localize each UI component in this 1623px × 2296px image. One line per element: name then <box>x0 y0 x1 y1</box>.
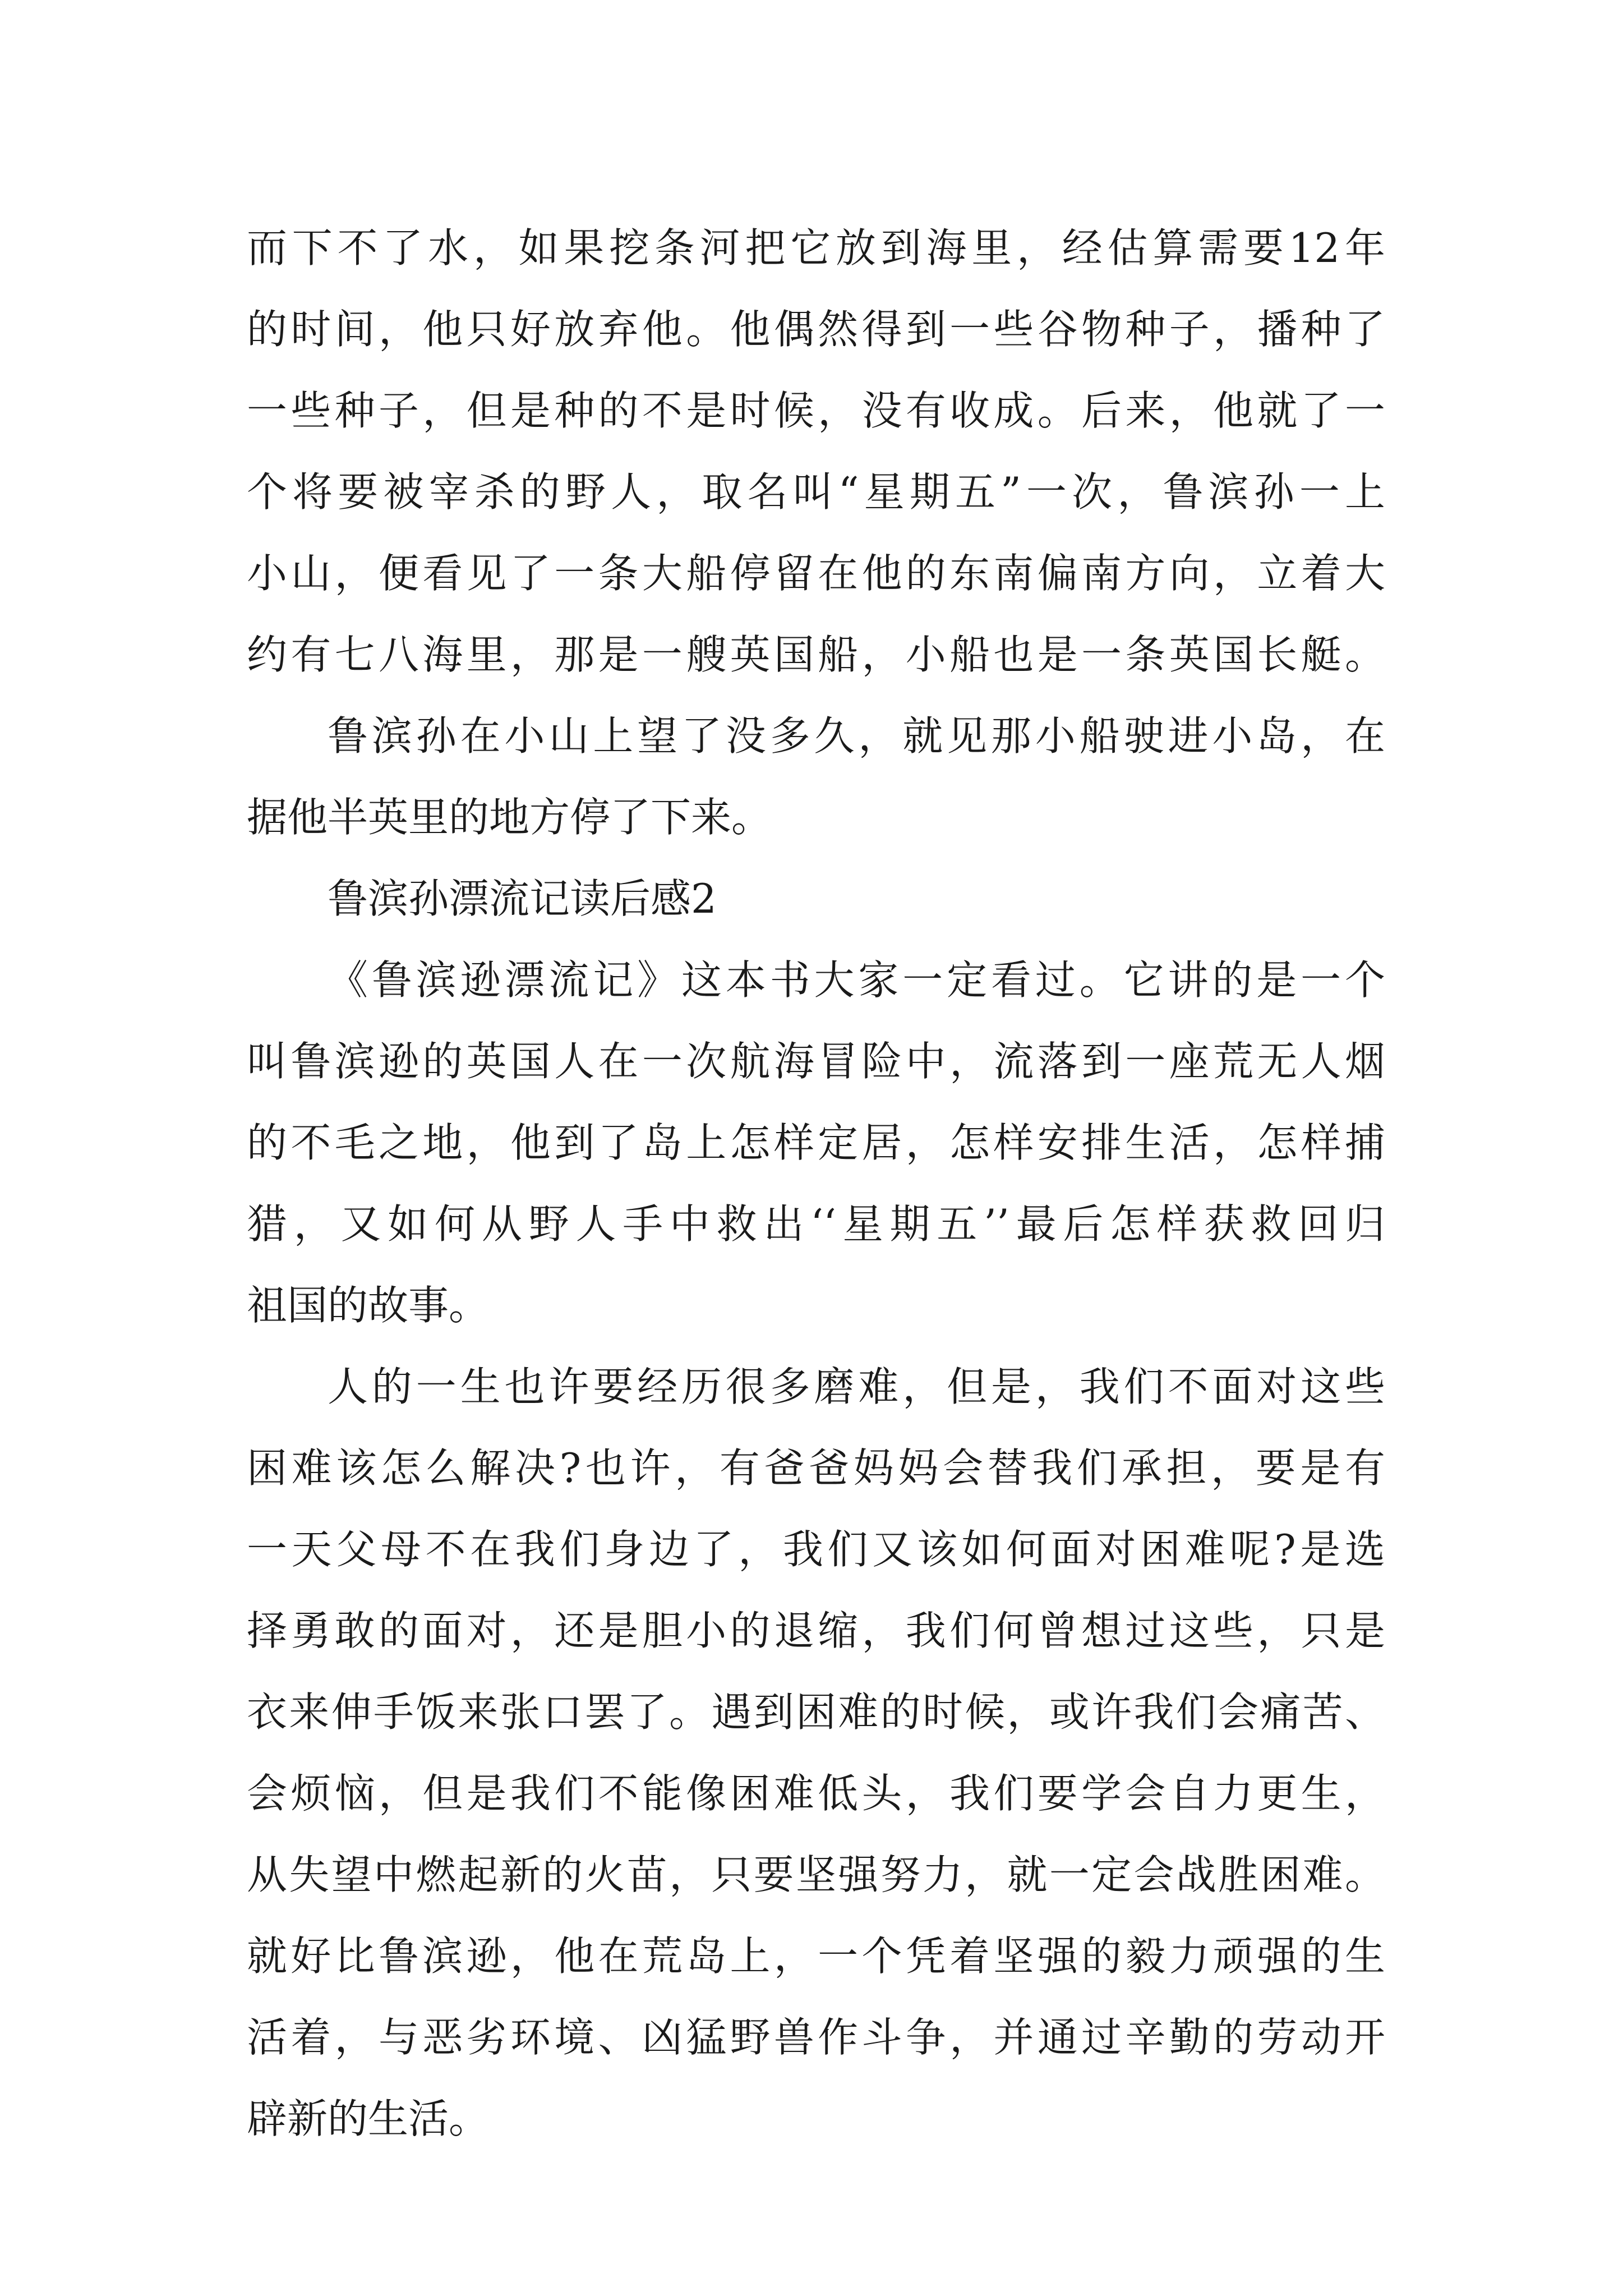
text-line: 叫鲁滨逊的英国人在一次航海冒险中，流落到一座荒无人烟 <box>247 1038 1385 1085</box>
text-line: 个将要被宰杀的野人，取名叫“星期五”一次，鲁滨孙一上 <box>247 468 1385 516</box>
text-line: 择勇敢的面对，还是胆小的退缩，我们何曾想过这些，只是 <box>247 1607 1385 1654</box>
body-text <box>247 208 1385 2160</box>
text-line: 就好比鲁滨逊，他在荒岛上，一个凭着坚强的毅力顽强的生 <box>247 1932 1385 1980</box>
text-line: 祖国的故事。 <box>247 1282 490 1329</box>
text-line: 约有七八海里，那是一艘英国船，小船也是一条英国长艇。 <box>247 631 1385 678</box>
text-line: 《鲁滨逊漂流记》这本书大家一定看过。它讲的是一个 <box>328 956 1385 1004</box>
text-line: 衣来伸手饭来张口罢了。遇到困难的时候，或许我们会痛苦、 <box>247 1688 1385 1736</box>
text-line: 会烦恼，但是我们不能像困难低头，我们要学会自力更生， <box>247 1770 1385 1817</box>
text-line: 一些种子，但是种的不是时候，没有收成。后来，他就了一 <box>247 387 1385 434</box>
text-line: 而下不了水，如果挖条河把它放到海里，经估算需要12年 <box>247 224 1385 272</box>
text-line: 活着，与恶劣环境、凶猛野兽作斗争，并通过辛勤的劳动开 <box>247 2014 1385 2061</box>
section-title: 鲁滨孙漂流记读后感2 <box>328 875 717 922</box>
paragraph-3 <box>247 940 1385 1346</box>
paragraph-2 <box>247 696 1385 858</box>
text-line: 小山，便看见了一条大船停留在他的东南偏南方向，立着大 <box>247 550 1385 597</box>
text-line: 的不毛之地，他到了岛上怎样定居，怎样安排生活，怎样捕 <box>247 1119 1385 1166</box>
text-line: 人的一生也许要经历很多磨难，但是，我们不面对这些 <box>328 1363 1385 1410</box>
text-line: 一天父母不在我们身边了，我们又该如何面对困难呢?是选 <box>247 1526 1385 1573</box>
text-line: 困难该怎么解决?也许，有爸爸妈妈会替我们承担，要是有 <box>247 1444 1385 1492</box>
text-line: 的时间，他只好放弃他。他偶然得到一些谷物种子，播种了 <box>247 306 1385 353</box>
text-line: 辟新的生活。 <box>247 2095 490 2142</box>
paragraph-1 <box>247 208 1385 696</box>
paragraph-4 <box>247 1346 1385 2160</box>
text-line: 从失望中燃起新的火苗，只要坚强努力，就一定会战胜困难。 <box>247 1851 1385 1898</box>
text-line: 猎，又如何从野人手中救出‘‘星期五’’最后怎样获救回归 <box>247 1200 1385 1248</box>
text-line: 鲁滨孙在小山上望了没多久，就见那小船驶进小岛，在 <box>328 712 1385 760</box>
section-heading <box>247 858 1385 940</box>
text-line: 据他半英里的地方停了下来。 <box>247 794 772 841</box>
